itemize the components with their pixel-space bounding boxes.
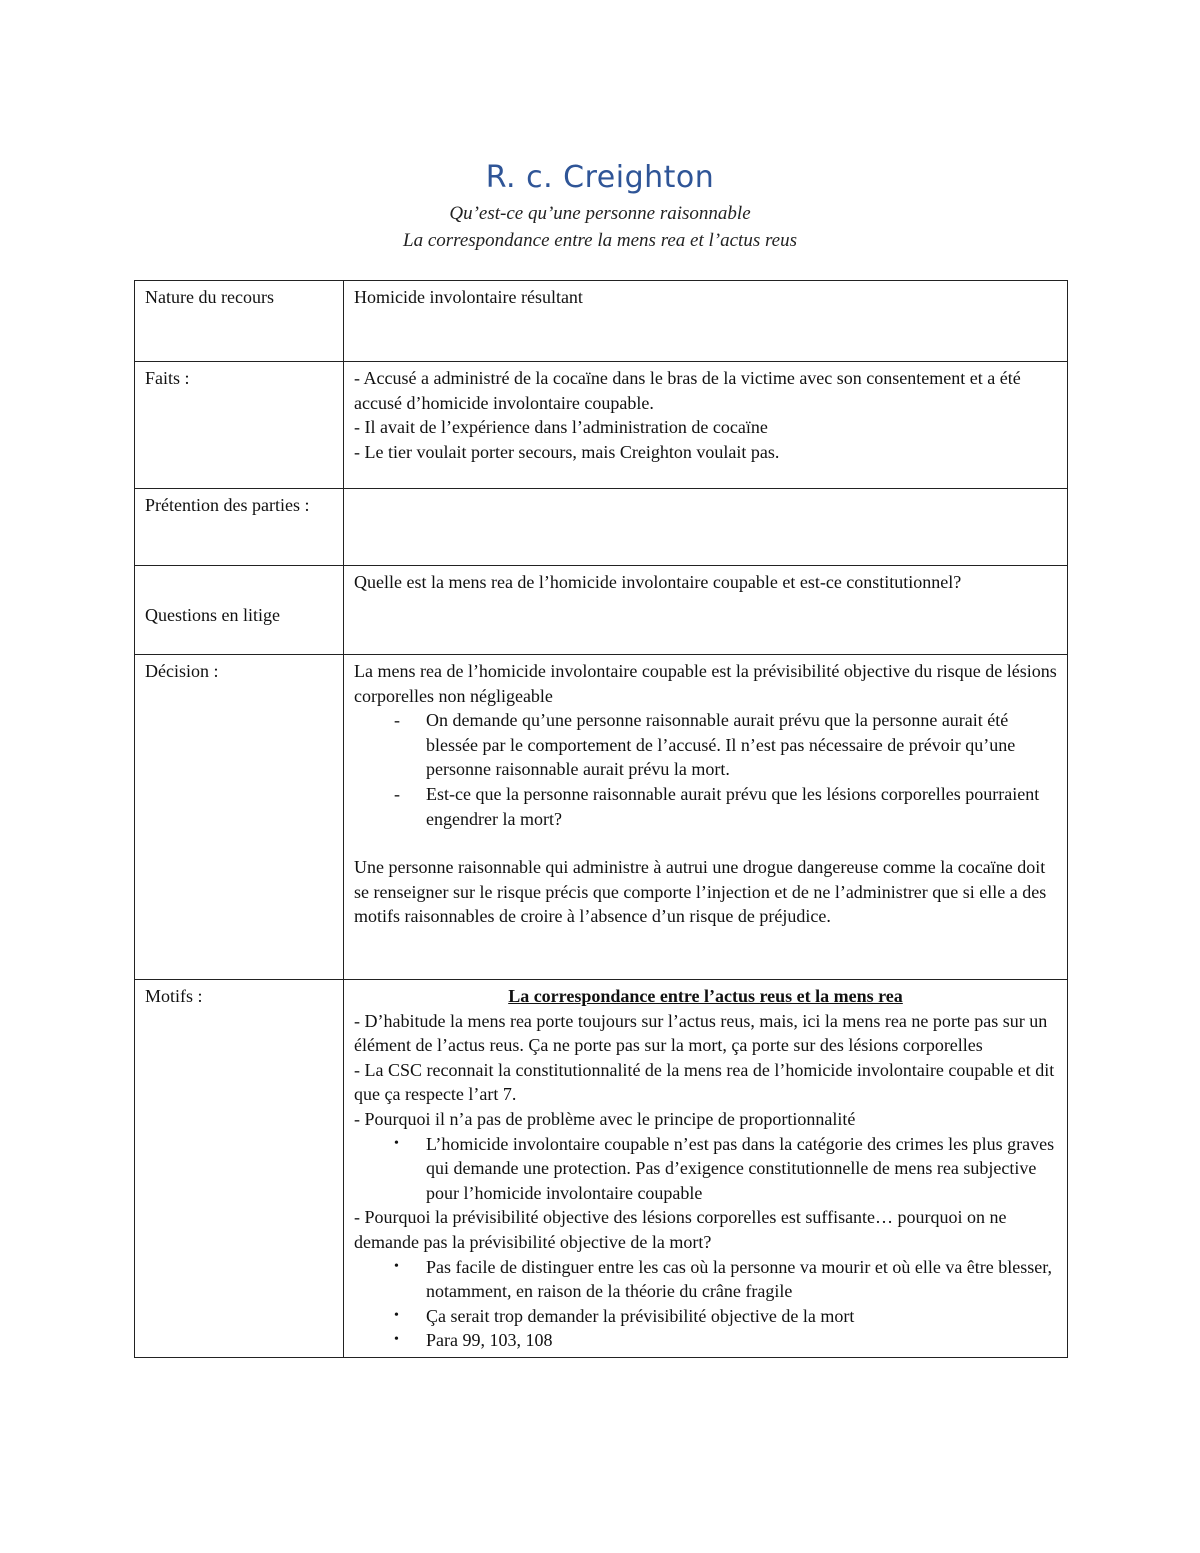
case-brief-table [134,280,1068,1358]
decision-content [344,655,1068,980]
dash-marker: - [394,783,400,804]
faits-line: - Il avait de l’expérience dans l’administration de cocaïne [354,417,768,438]
list-item [354,782,1057,831]
decision-point: On demande qu’une personne raisonnable aurait prévu que la personne aurait été blessée par le comportement de l’accusé. Il n’est pas nécessaire de prévoir qu’une personne raisonnable aurait prévu la mort. [426,710,1016,780]
pretention-value [344,489,1068,566]
decision-point: Est-ce que la personne raisonnable aurait prévu que les lésions corporelles pourraient engendrer la mort? [426,783,1040,829]
motifs-bullets-2 [354,1255,1057,1353]
motifs-bullets-1 [354,1132,1057,1206]
questions-value: Quelle est la mens rea de l’homicide involontaire coupable et est-ce constitutionnel? [344,566,1068,655]
faits-content [344,362,1068,489]
pretention-label: Prétention des parties : [135,489,344,566]
row-nature [135,281,1068,362]
row-questions [135,566,1068,655]
row-pretention [135,489,1068,566]
bullet-marker: • [394,1135,399,1151]
subtitle-question: Qu’est-ce qu’une personne raisonnable [449,203,751,224]
decision-conclusion: Une personne raisonnable qui administre à autrui une drogue dangereuse comme la cocaïne doit se renseigner sur le risque précis que comporte l’injection et de ne l’administrer que si elle a des motifs raisonnables de croire à l’absence d’un risque de préjudice. [354,857,1047,927]
motifs-bullet: Pas facile de distinguer entre les cas où la personne va mourir et où elle va être blesser, notamment, en raison de la théorie du crâne fragile [426,1256,1053,1302]
faits-label: Faits : [135,362,344,489]
row-decision [135,655,1068,980]
page-title: R. c. Creighton [485,160,715,195]
bullet-marker: • [394,1258,399,1274]
decision-label: Décision : [135,655,344,980]
motifs-paragraph: - Pourquoi la prévisibilité objective des lésions corporelles est suffisante… pourquoi on ne demande pas la prévisibilité objective de la mort? [354,1207,1007,1252]
motifs-paragraph: - Pourquoi il n’a pas de problème avec le principe de proportionnalité [354,1108,856,1129]
motifs-bullet: L’homicide involontaire coupable n’est pas dans la catégorie des crimes les plus graves qui demande une protection. Pas d’exigence constitutionnelle de mens rea subjective pour l’homicide involontaire coupable [426,1133,1055,1203]
bullet-marker: • [394,1332,399,1348]
list-item [354,1132,1057,1206]
faits-line: - Accusé a administré de la cocaïne dans le bras de la victime avec son consentement et a été accusé d’homicide involontaire coupable. [354,368,1021,413]
decision-intro: La mens rea de l’homicide involontaire coupable est la prévisibilité objective du risque de lésions corporelles non négligeable [354,661,1057,706]
nature-value: Homicide involontaire résultant [344,281,1068,362]
subtitle-topic: La correspondance entre la mens rea et l’actus reus [403,230,797,251]
dash-marker: - [394,710,400,731]
list-item [354,1255,1057,1304]
bullet-marker: • [394,1307,399,1323]
list-item [354,1304,1057,1329]
faits-line: - Le tier voulait porter secours, mais Creighton voulait pas. [354,441,780,462]
row-motifs [135,980,1068,1358]
motifs-paragraph: - D’habitude la mens rea porte toujours sur l’actus reus, mais, ici la mens rea ne porte pas sur un élément de l’actus reus. Ça ne porte pas sur la mort, ça porte sur des lésions corporelles [354,1010,1048,1056]
motifs-content [344,980,1068,1358]
list-item [354,1328,1057,1353]
questions-label: Questions en litige [135,566,344,655]
motifs-heading: La correspondance entre l’actus reus et la mens rea [508,986,903,1006]
motifs-bullet: Para 99, 103, 108 [426,1330,553,1351]
motifs-label: Motifs : [135,980,344,1358]
motifs-paragraph: - La CSC reconnait la constitutionnalité de la mens rea de l’homicide involontaire coupable et dit que ça respecte l’art 7. [354,1059,1055,1105]
decision-points [354,708,1057,831]
motifs-bullet: Ça serait trop demander la prévisibilité objective de la mort [426,1305,855,1326]
nature-label: Nature du recours [135,281,344,362]
row-faits [135,362,1068,489]
list-item [354,708,1057,782]
